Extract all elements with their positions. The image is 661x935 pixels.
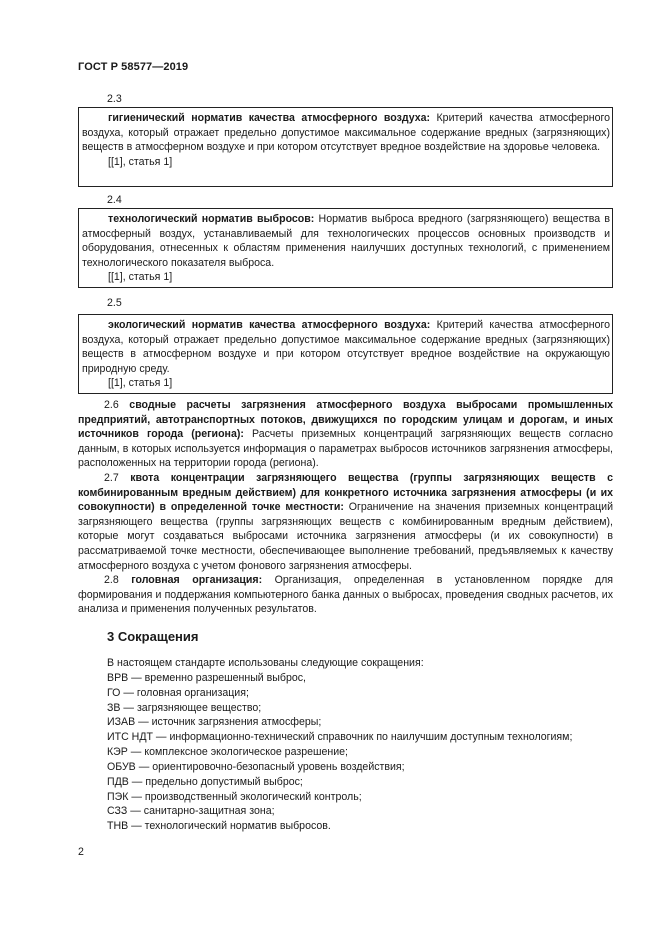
abbreviations-list (107, 656, 607, 834)
term-number: 2.5 (107, 297, 122, 309)
section-title: 3 Сокращения (107, 629, 199, 644)
term-number: 2.4 (107, 194, 122, 206)
list-item: ЗВ — загрязняющее вещество; (107, 701, 262, 714)
term-name: технологический норматив выбросов: (108, 213, 315, 225)
document-header: ГОСТ Р 58577—2019 (78, 61, 189, 73)
list-intro: В настоящем стандарте использованы следующие сокращения: (107, 657, 424, 669)
term-source: [[1], статья 1] (108, 377, 173, 390)
term-box (78, 314, 613, 394)
page-number: 2 (78, 846, 84, 858)
term-number: 2.3 (107, 93, 122, 105)
term-definition: Организация, определенная в установленном порядке для формирования и поддержания компьютерного банка данных о выбросах, проведения сводных расчетов, их анализа и применения полученных результатов. (78, 574, 613, 616)
term-definition: Критерий качества атмосферного воздуха, который отражает предельно допустимое максимальное содержание вредных (загрязняющих) веществ в атмосферном воздухе и при котором отсутствует вредное воздействие на окружающую природную среду. (82, 319, 610, 375)
term-definition: Критерий качества атмосферного воздуха, который отражает предельно допустимое максимальное содержание вредных (загрязняющих) веществ в атмосферном воздухе и при котором отсутствует вредное воздействие на здоровье человека. (82, 112, 610, 154)
list-item: ПЭК — производственный экологический контроль; (107, 790, 362, 803)
term-definition: Норматив выброса вредного (загрязняющего) вещества в атмосферный воздух, устанавливаемый для технологических процессов основных производств и оборудования, отнесенных к областям применения наилучших доступных технологий, с применением технологического показателя выброса. (82, 213, 610, 269)
term-paragraph (78, 398, 613, 471)
term-name: головная организация: (131, 574, 263, 587)
list-item: ГО — головная организация; (107, 686, 249, 699)
term-box (78, 107, 613, 187)
term-definition: Расчеты приземных концентраций загрязняющих веществ согласно данным, в которых используется информация о параметрах выбросов источников загрязнения атмосферы, расположенных на территории города (региона). (78, 428, 613, 470)
term-name: гигиенический норматив качества атмосферного воздуха: (108, 112, 431, 124)
term-box (78, 208, 613, 288)
list-item: ПДВ — предельно допустимый выброс; (107, 775, 303, 788)
term-paragraph (78, 573, 613, 617)
list-item: ТНВ — технологический норматив выбросов. (107, 820, 331, 833)
term-name: сводные расчеты загрязнения атмосферного воздуха выбросами промышленных предприятий, автотранспортных потоков, движущихся по городским улицам и дорогам, и иных источников города (региона): (78, 399, 614, 441)
list-item: ОБУВ — ориентировочно-безопасный уровень воздействия; (107, 760, 405, 773)
term-number: 2.7 (104, 471, 119, 484)
term-name: квота концентрации загрязняющего вещества (группы загрязняющих веществ с комбинированным вредным действием) для конкретного источника загрязнения атмосферы (и их совокупности) в определенной точке местности: (78, 471, 613, 514)
terms-list (78, 398, 613, 617)
term-source: [[1], статья 1] (108, 271, 173, 284)
list-item: ВРВ — временно разрешенный выброс, (107, 671, 307, 684)
list-item: СЗЗ — санитарно-защитная зона; (107, 805, 275, 818)
term-source: [[1], статья 1] (108, 155, 173, 168)
term-number: 2.6 (104, 399, 119, 411)
term-text (82, 318, 610, 376)
list-item: ИТС НДТ — информационно-технический справочник по наилучшим доступным технологиям; (107, 731, 573, 744)
term-text (82, 212, 610, 270)
term-paragraph (78, 471, 613, 573)
term-definition: Ограничение на значения приземных концентраций загрязняющего вещества (группы загрязняющих веществ с комбинированным вредным действием), которые могут создаваться выбросами источника загрязнения атмосферы (и их совокупности) в рассматриваемой точке местности, обеспечивающее выполнение требований, предъявляемых к качеству атмосферного воздуха с учетом фонового загрязнения атмосферы. (78, 501, 613, 572)
term-name: экологический норматив качества атмосферного воздуха: (108, 319, 431, 331)
term-text (82, 111, 610, 155)
term-number: 2.8 (104, 574, 119, 587)
list-item: ИЗАВ — источник загрязнения атмосферы; (107, 716, 322, 729)
list-item: КЭР — комплексное экологическое разрешение; (107, 746, 348, 759)
